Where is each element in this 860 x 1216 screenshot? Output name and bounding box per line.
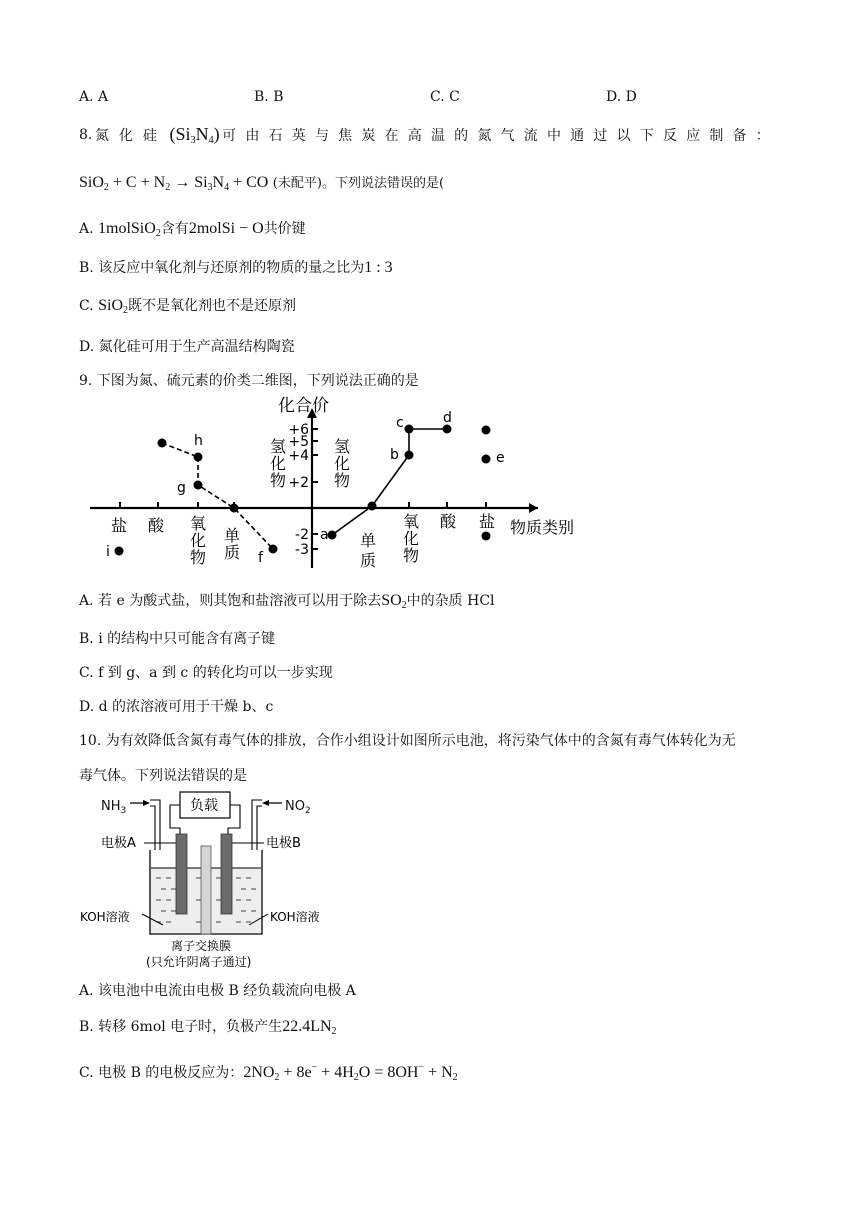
q8-option-a-post: 共价键 xyxy=(263,221,306,237)
point-element-left xyxy=(230,504,239,513)
point-i xyxy=(115,547,124,556)
q9-option-c: C. f 到 g、a 到 c 的转化均可以一步实现 xyxy=(79,665,333,681)
q8-option-d-text: 氮化硅可用于生产高温结构陶瓷 xyxy=(98,339,295,355)
point-element-right xyxy=(368,502,377,511)
point-salt-upper xyxy=(482,426,491,435)
q7-option-a: A. A xyxy=(79,89,109,105)
q8-equation: $SiO_2 + C + N_2 \to Si_3N_4$ + CO xyxy=(79,174,269,193)
electrode-a-label: 电极A xyxy=(101,836,136,851)
q8-option-b-label: B. xyxy=(79,260,94,276)
q10-option-c-pre: C. 电极 B 的电极反应为： xyxy=(79,1065,244,1081)
q9-option-a-post: 中的杂质 HCl xyxy=(406,593,495,609)
membrane-label: 离子交换膜 xyxy=(171,939,232,953)
q7-option-c: C. C xyxy=(430,89,460,105)
y-tick-label: +4 xyxy=(288,448,309,464)
arrow-no2-head xyxy=(262,800,269,806)
q9-stem: 9. 下图为氮、硫元素的价类二维图，下列说法正确的是 xyxy=(79,373,419,389)
q8-stem-b: 可由石英与焦炭在高温的氮气流中通过以下反应制备： xyxy=(222,127,779,144)
q8-option-d xyxy=(79,336,295,356)
point-b xyxy=(405,451,414,460)
category-left-element: 单质 xyxy=(224,526,241,562)
q10-option-b-value: $22.4LN_2$ xyxy=(282,1018,337,1037)
q8-note: (未配平)。下列说法错误的是( xyxy=(272,176,445,191)
q10-option-c xyxy=(79,1062,458,1082)
q8-option-a-amount2: 2molSi − O xyxy=(188,220,264,237)
label-a: a xyxy=(320,527,329,543)
q9-option-b: B. i 的结构中只可能含有离子键 xyxy=(79,631,276,647)
koh-left-label: KOH溶液 xyxy=(80,910,130,924)
electrode-b-label: 电极B xyxy=(266,836,301,851)
category-left-oxide: 氧化物 xyxy=(190,514,207,567)
category-left-acid: 酸 xyxy=(148,516,165,535)
q8-option-a-amount1: 1molSiO$_2$ xyxy=(98,220,161,239)
q8-option-b-text: 该反应中氧化剂与还原剂的物质的量之比为 xyxy=(98,260,365,276)
q9-option-d: D. d 的浓溶液可用于干燥 b、c xyxy=(79,699,274,715)
hydride-label-left: 氢化物 xyxy=(270,437,287,490)
wire-left xyxy=(170,805,180,838)
q10-option-b xyxy=(79,1016,337,1036)
q9-option-a-pre: A. 若 e 为酸式盐，则其饱和盐溶液可以用于除去 xyxy=(79,593,382,609)
point-c xyxy=(405,425,414,434)
q9-option-a xyxy=(79,590,495,610)
valence-class-diagram xyxy=(80,390,620,575)
q9-option-a-formula: $SO_2$ xyxy=(381,592,407,611)
dashed-link-h xyxy=(162,443,198,457)
label-b: b xyxy=(390,447,399,463)
arrow-nh3-head xyxy=(143,800,150,806)
point-salt-lower xyxy=(482,532,491,541)
q10-option-c-equation: $2NO_2 + 8e^- + 4H_2O = 8OH^- + N_2$ xyxy=(243,1062,458,1083)
label-d: d xyxy=(443,410,452,426)
y-tick-label: -2 xyxy=(295,527,309,543)
q8-compound: $(Si_3N_4)$ xyxy=(169,124,220,146)
q7-option-b: B. B xyxy=(254,89,284,105)
gas-nh3-label: $NH_3$ xyxy=(101,799,127,816)
y-tick-label: +6 xyxy=(288,422,309,438)
electrode-b xyxy=(221,834,232,914)
q10-option-a: A. 该电池中电流由电极 B 经负载流向电极 A xyxy=(79,983,356,999)
point-h xyxy=(194,453,203,462)
membrane-note: (只允许阴离子通过) xyxy=(146,955,252,969)
y-axis-title: 化合价 xyxy=(278,396,329,416)
q8-option-b-ratio: 1 : 3 xyxy=(364,259,393,276)
y-tick-label: -3 xyxy=(295,542,309,558)
ion-exchange-membrane xyxy=(201,846,211,934)
q8-option-c-label: C. xyxy=(79,298,94,314)
category-right-acid: 酸 xyxy=(440,512,457,531)
q10-stem-line1: 10. 为有效降低含氮有毒气体的排放，合作小组设计如图所示电池，将污染气体中的含氮有毒气体转化为无 xyxy=(79,733,736,749)
battery-figure xyxy=(76,786,338,972)
y-tick-label: +5 xyxy=(288,434,309,450)
gas-no2-label: $NO_2$ xyxy=(285,799,311,816)
category-right-element: 单质 xyxy=(360,531,377,570)
point-g xyxy=(194,481,203,490)
point-e xyxy=(482,455,491,464)
category-left-salt: 盐 xyxy=(111,516,128,535)
label-g: g xyxy=(177,480,186,496)
x-axis-arrow xyxy=(529,503,538,513)
q10-stem-line2: 毒气体。下列说法错误的是 xyxy=(79,768,247,784)
hydride-label-right: 氢化物 xyxy=(334,437,351,490)
label-f: f xyxy=(258,550,263,566)
q8-stem-line2 xyxy=(79,172,444,192)
q8-option-a xyxy=(79,218,306,238)
label-i: i xyxy=(106,544,110,560)
q8-option-c-formula: SiO$_2$ xyxy=(98,297,129,316)
point-unnamed xyxy=(158,439,167,448)
electrode-a xyxy=(176,834,187,914)
q8-option-c xyxy=(79,295,296,315)
q8-option-b xyxy=(79,257,393,277)
y-tick-label: +2 xyxy=(288,475,309,491)
q7-option-d: D. D xyxy=(606,89,637,105)
x-axis-title: 物质类别 xyxy=(510,518,575,537)
label-e: e xyxy=(496,450,505,466)
load-label: 负载 xyxy=(190,798,218,814)
koh-right-label: KOH溶液 xyxy=(270,910,320,924)
q8-option-d-label: D. xyxy=(79,339,95,355)
point-f xyxy=(269,545,278,554)
q8-option-a-label: A. xyxy=(79,221,94,237)
q8-option-a-mid: 含有 xyxy=(160,221,189,237)
label-c: c xyxy=(396,415,404,431)
category-right-oxide: 氧化物 xyxy=(403,512,420,565)
q8-number: 8. xyxy=(79,126,93,143)
label-h: h xyxy=(194,433,203,449)
point-a xyxy=(328,531,337,540)
category-right-salt: 盐 xyxy=(479,512,496,531)
q8-option-c-text: 既不是氧化剂也不是还原剂 xyxy=(128,298,297,314)
q10-option-b-pre: B. 转移 6mol 电子时，负极产生 xyxy=(79,1019,283,1035)
q8-stem-a: 氮化硅 xyxy=(94,127,167,144)
q8-stem-line1 xyxy=(79,124,779,145)
